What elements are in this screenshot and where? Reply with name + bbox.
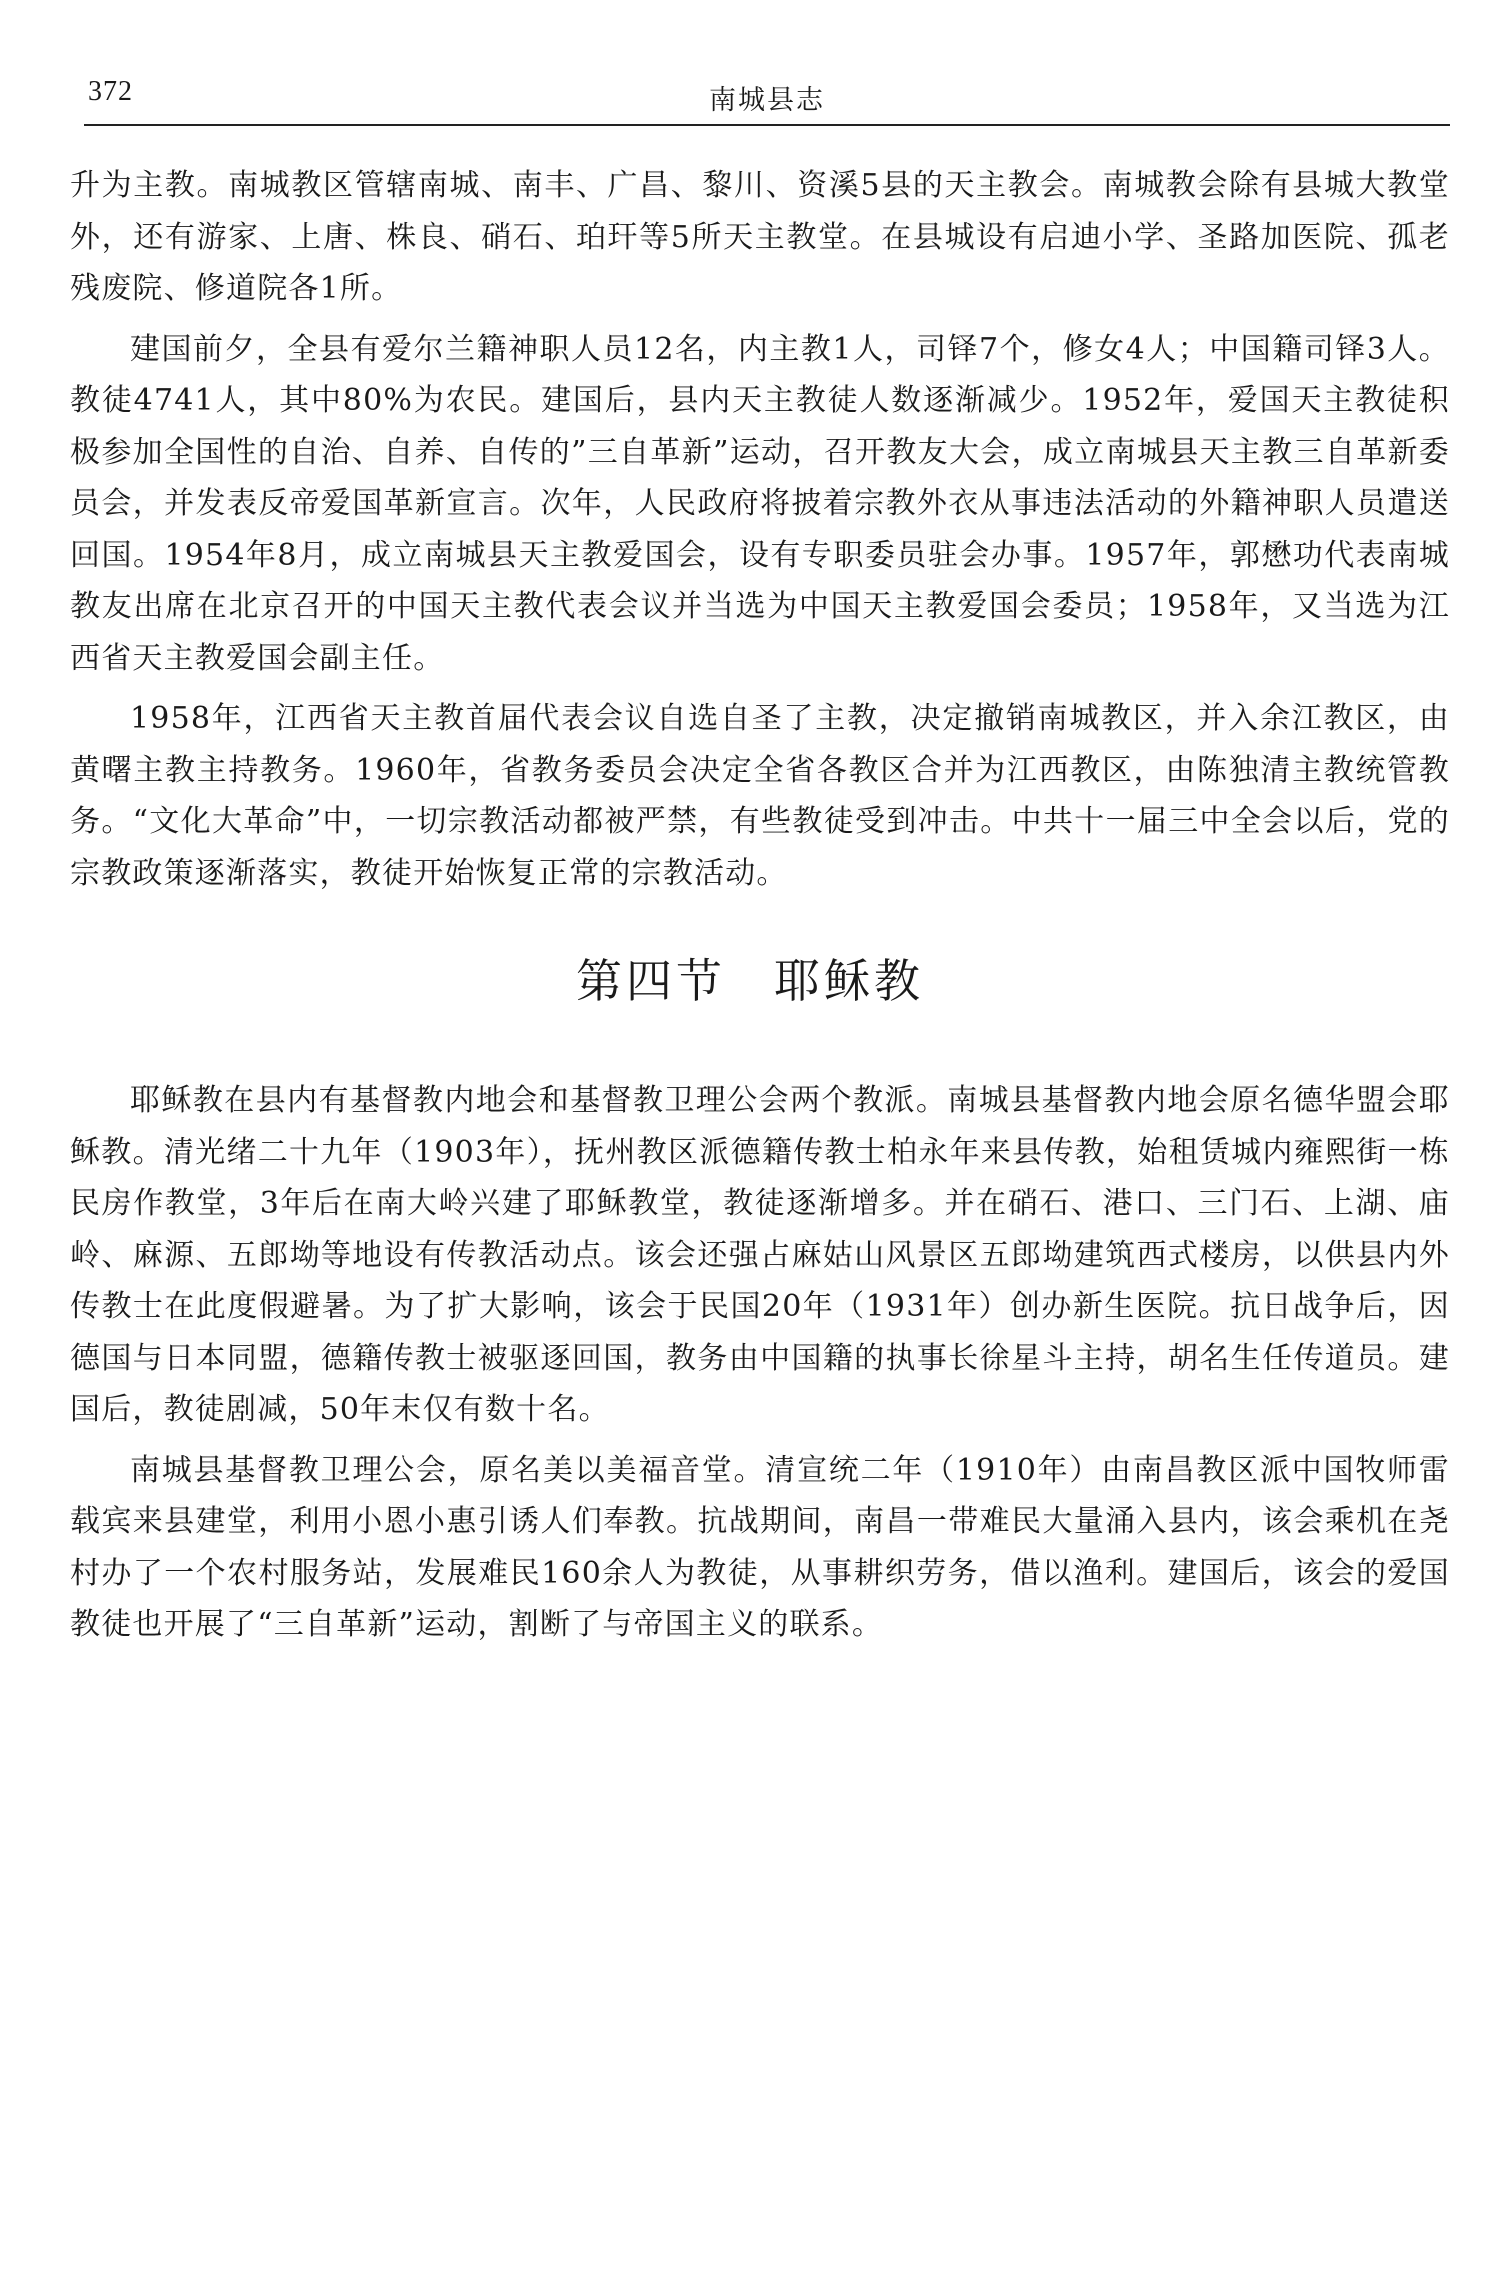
section-heading [0,945,1500,1011]
page-number: 372 [88,76,133,107]
paragraph: 南城县基督教卫理公会，原名美以美福音堂。清宣统二年（1910年）由南昌教区派中国牧师雷载宾来县建堂，利用小恩小惠引诱人们奉教。抗战期间，南昌一带难民大量涌入县内，该会乘机在尧村办了一个农村服务站，发展难民160余人为教徒，从事耕织劳务，借以渔利。建国后，该会的爱国教徒也开展了“三自革新”运动，割断了与帝国主义的联系。 [70,1452,1450,1642]
paragraph-continuation: 升为主教。南城教区管辖南城、南丰、广昌、黎川、资溪5县的天主教会。南城教会除有县城大教堂外，还有游家、上唐、株良、硝石、珀玕等5所天主教堂。在县城设有启迪小学、圣路加医院、孤老残废院、修道院各1所。 [70,168,1450,306]
running-title: 南城县志 [709,85,825,116]
protestant-section [70,1075,1450,1660]
section-number: 第四节 [576,954,726,1008]
catholic-section-continued [70,160,1450,908]
page-header [84,70,1450,130]
section-title: 耶稣教 [774,954,924,1008]
paragraph: 耶稣教在县内有基督教内地会和基督教卫理公会两个教派。南城县基督教内地会原名德华盟会耶稣教。清光绪二十九年（1903年），抚州教区派德籍传教士柏永年来县传教，始租赁城内雍熙街一栋民房作教堂，3年后在南大岭兴建了耶稣教堂，教徒逐渐增多。并在硝石、港口、三门石、上湖、庙岭、麻源、五郎坳等地设有传教活动点。该会还强占麻姑山风景区五郎坳建筑西式楼房，以供县内外传教士在此度假避暑。为了扩大影响，该会于民国20年（1931年）创办新生医院。抗日战争后，因德国与日本同盟，德籍传教士被驱逐回国，教务由中国籍的执事长徐星斗主持，胡名生任传道员。建国后，教徒剧减，50年末仅有数十名。 [70,1083,1450,1427]
paragraph: 建国前夕，全县有爱尔兰籍神职人员12名，内主教1人，司铎7个，修女4人；中国籍司铎3人。教徒4741人，其中80%为农民。建国后，县内天主教徒人数逐渐减少。1952年，爱国天主教徒积极参加全国性的自治、自养、自传的”三自革新”运动，召开教友大会，成立南城县天主教三自革新委员会，并发表反帝爱国革新宣言。次年，人民政府将披着宗教外衣从事违法活动的外籍神职人员遣送回国。1954年8月，成立南城县天主教爱国会，设有专职委员驻会办事。1957年，郭懋功代表南城教友出席在北京召开的中国天主教代表会议并当选为中国天主教爱国会委员；1958年，又当选为江西省天主教爱国会副主任。 [70,331,1450,676]
paragraph: 1958年，江西省天主教首届代表会议自选自圣了主教，决定撤销南城教区，并入余江教区，由黄曙主教主持教务。1960年，省教务委员会决定全省各教区合并为江西教区，由陈独清主教统管教务。“文化大革命”中，一切宗教活动都被严禁，有些教徒受到冲击。中共十一届三中全会以后，党的宗教政策逐渐落实，教徒开始恢复正常的宗教活动。 [70,701,1450,891]
header-rule [84,124,1450,126]
